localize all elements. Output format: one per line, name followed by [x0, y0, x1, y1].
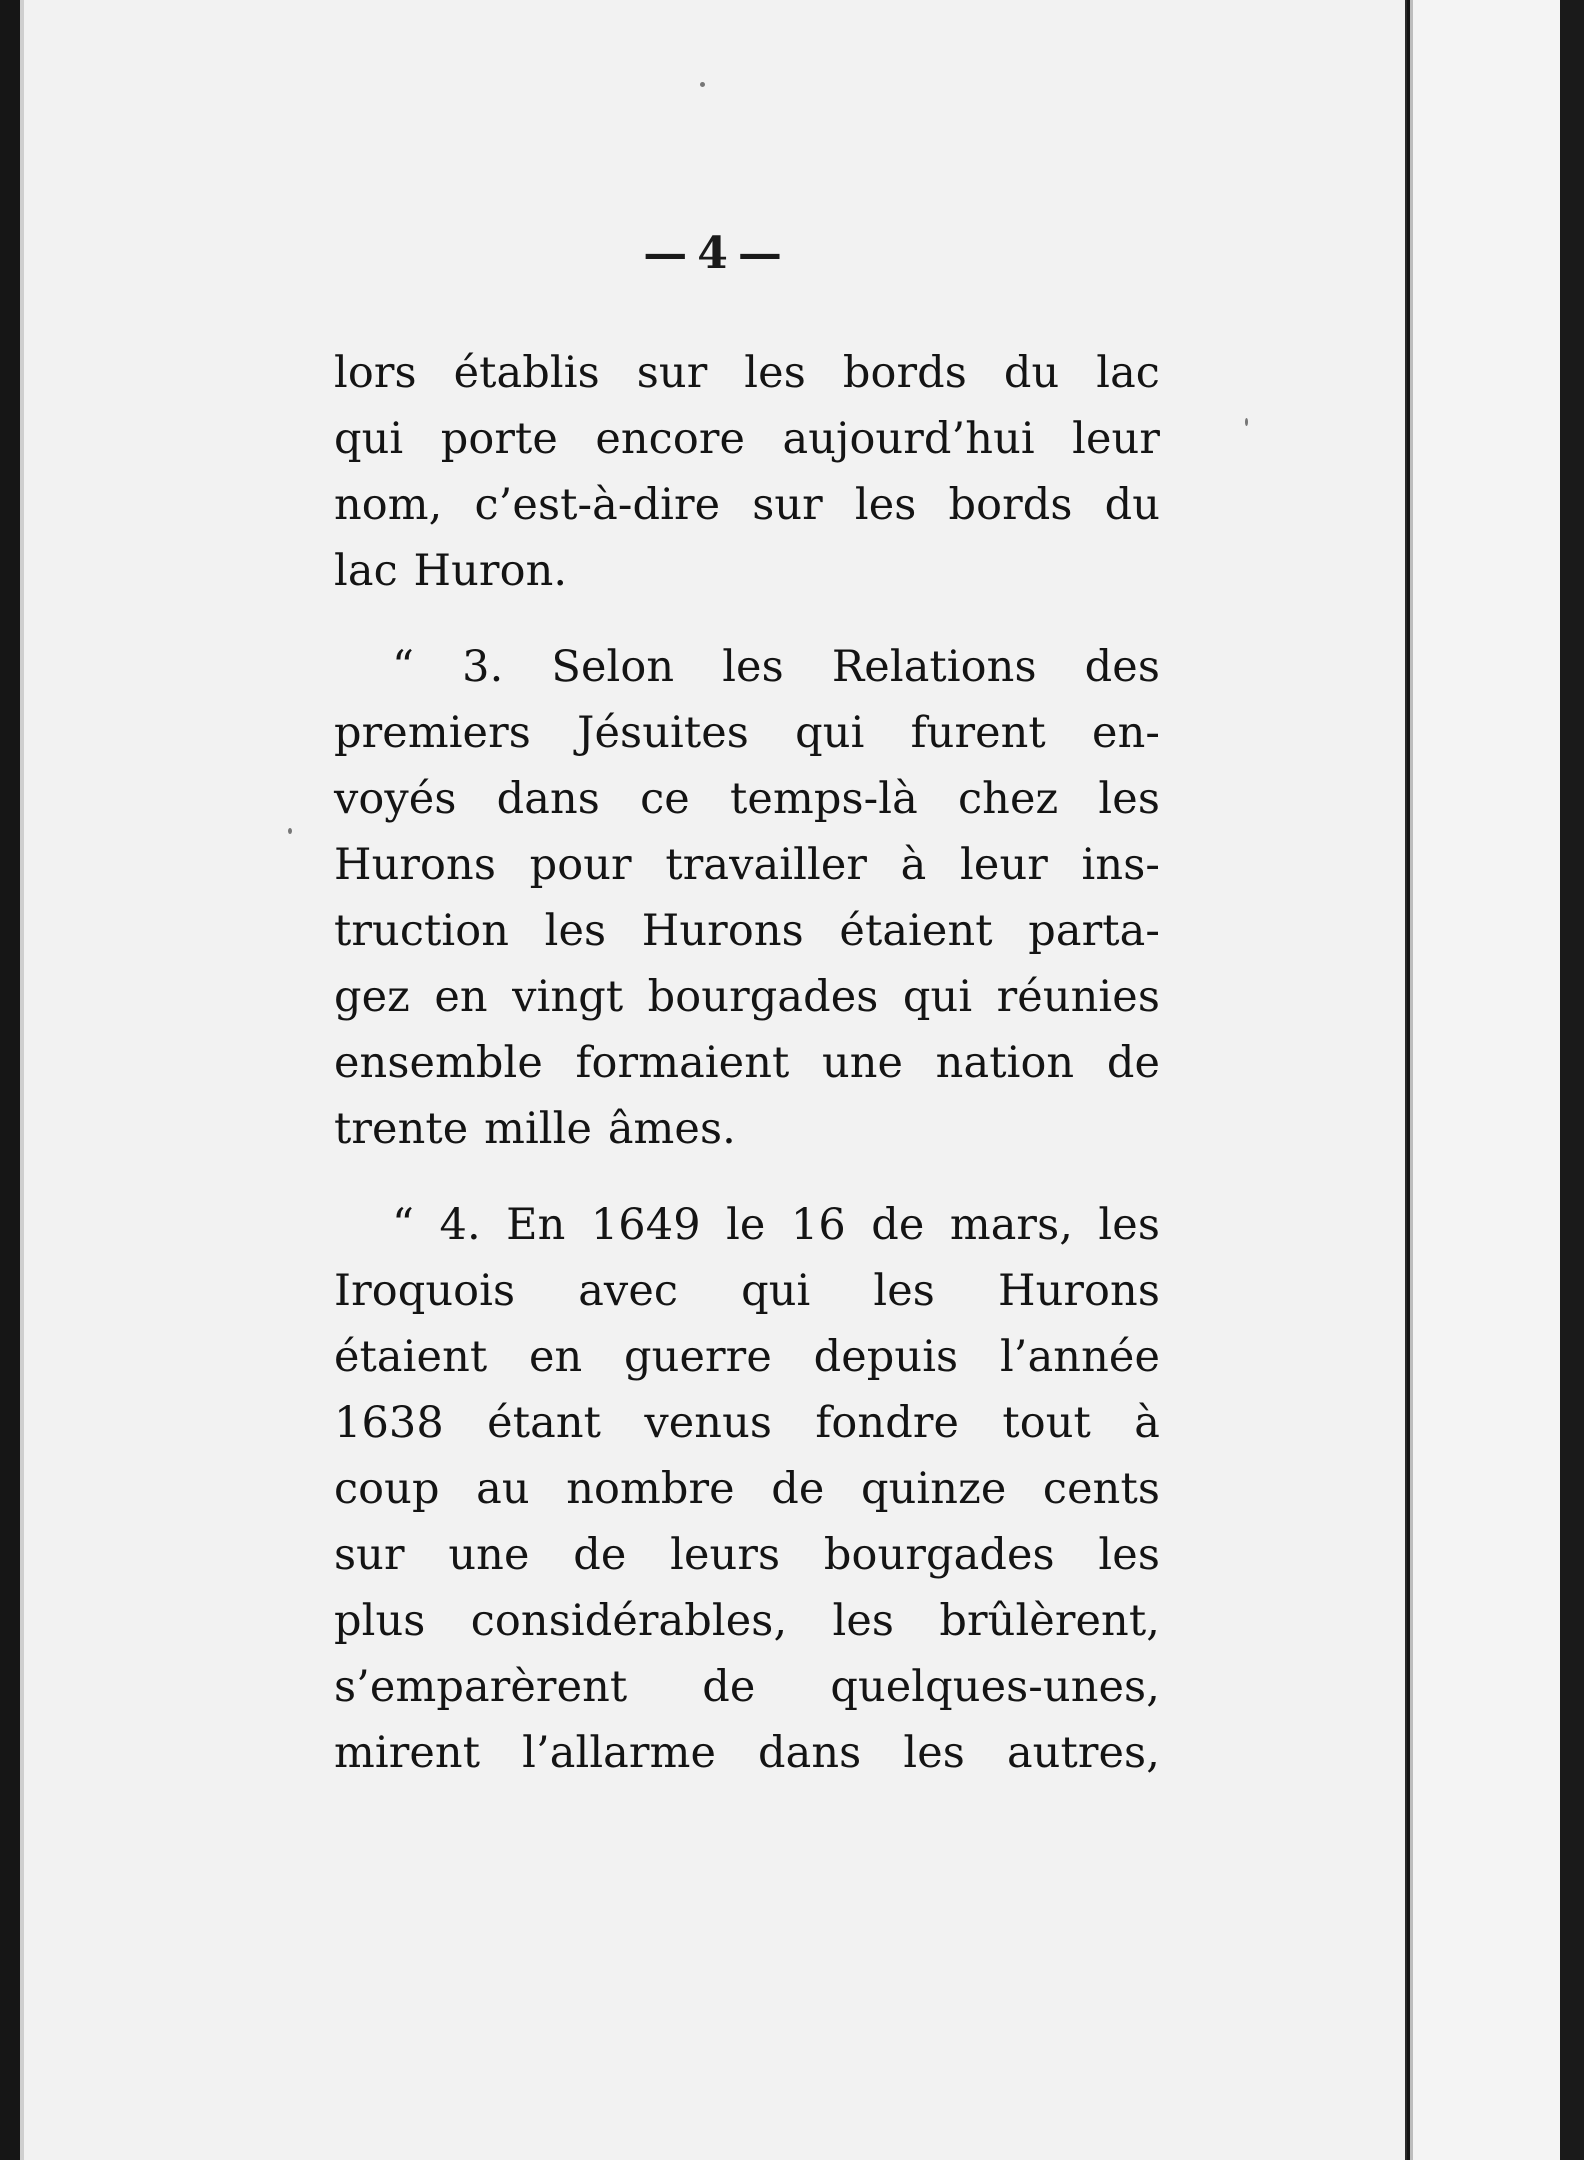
text-line: lors établis sur les bords du lac — [334, 348, 1160, 398]
scan-speck — [700, 82, 705, 87]
right-page-edge — [1410, 0, 1560, 2160]
folio-dash-right: — — [737, 228, 782, 279]
scan-speck — [288, 828, 292, 834]
text-line: coup au nombre de quinze cents — [334, 1464, 1160, 1514]
text-line: s’emparèrent de quelques-unes, — [334, 1662, 1160, 1712]
text-line: voyés dans ce temps-là chez les — [334, 774, 1160, 824]
text-line: truction les Hurons étaient parta- — [334, 906, 1160, 956]
text-line: plus considérables, les brûlèrent, — [334, 1596, 1160, 1646]
scanner-background-edge — [1560, 0, 1584, 2160]
text-line: Iroquois avec qui les Hurons — [334, 1266, 1160, 1316]
paragraph-3 — [334, 1192, 1160, 1786]
paragraph-2 — [334, 634, 1160, 1162]
text-line: Hurons pour travailler à leur ins- — [334, 840, 1160, 890]
left-page — [20, 0, 1407, 2160]
text-line: sur une de leurs bourgades les — [334, 1530, 1160, 1580]
text-line: mirent l’allarme dans les autres, — [334, 1728, 1160, 1778]
text-line: lac Huron. — [334, 546, 568, 596]
text-line: qui porte encore aujourd’hui leur — [334, 414, 1160, 464]
paragraph-1 — [334, 340, 1160, 604]
text-line: nom, c’est-à-dire sur les bords du — [334, 480, 1160, 530]
text-line: gez en vingt bourgades qui réunies — [334, 972, 1160, 1022]
text-line: ensemble formaient une nation de — [334, 1038, 1160, 1088]
folio-dash-left: — — [643, 228, 688, 279]
text-line: trente mille âmes. — [334, 1104, 736, 1154]
folio-number: 4 — [697, 228, 728, 279]
text-line: “ 4. En 1649 le 16 de mars, les — [392, 1200, 1160, 1250]
text-line: premiers Jésuites qui furent en- — [334, 708, 1160, 758]
text-line: 1638 étant venus fondre tout à — [334, 1398, 1160, 1448]
scan-speck — [1245, 418, 1248, 426]
body-text — [334, 340, 1160, 1816]
text-line: “ 3. Selon les Relations des — [392, 642, 1160, 692]
page-number — [20, 228, 1405, 279]
text-line: étaient en guerre depuis l’année — [334, 1332, 1160, 1382]
